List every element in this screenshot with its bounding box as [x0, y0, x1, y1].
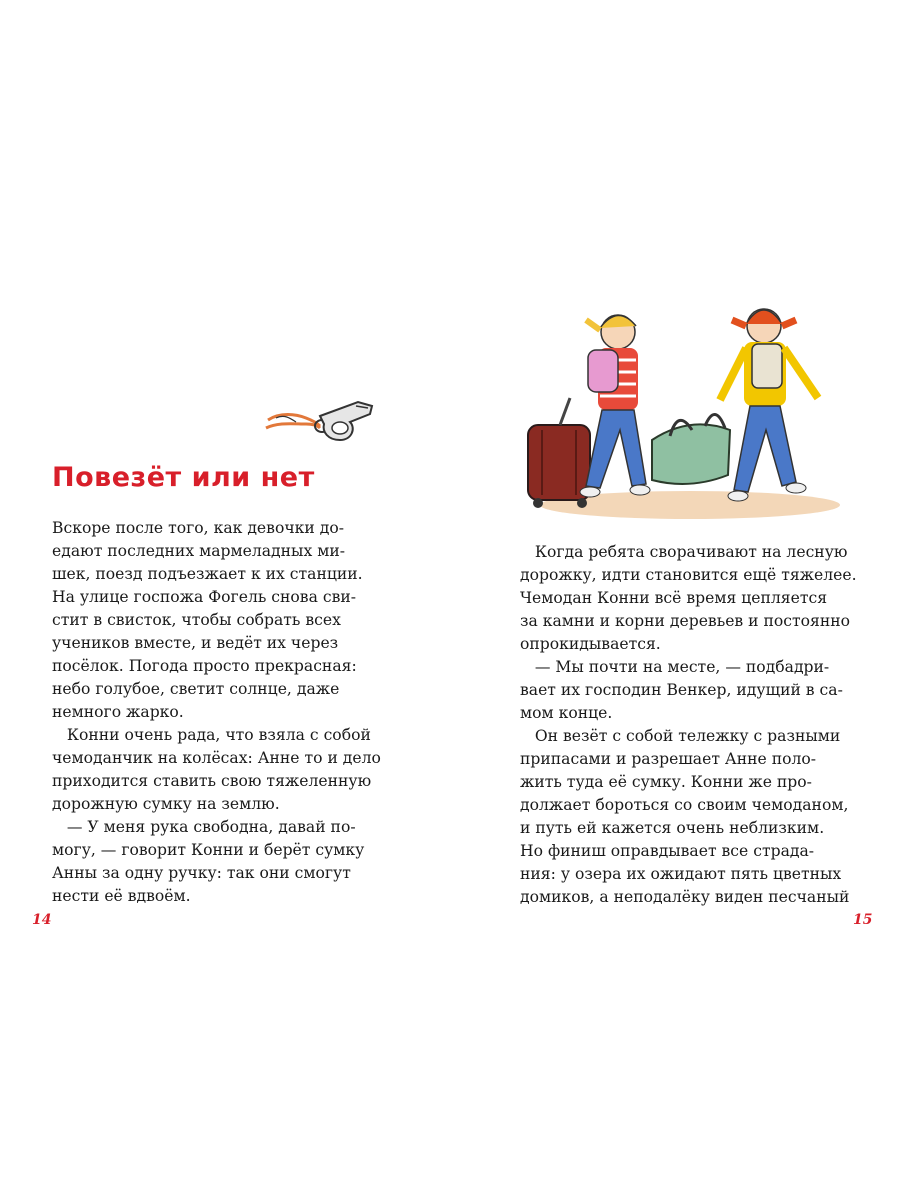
text-line: — Мы почти на месте, — подбадри-	[520, 658, 830, 676]
text-line: Когда ребята сворачивают на лесную	[520, 543, 848, 561]
text-line: дорожную сумку на землю.	[52, 795, 280, 813]
girl-blonde	[580, 315, 650, 497]
text-line: домиков, а неподалёку виден песчаный	[520, 888, 850, 906]
text-line: могу, — говорит Конни и берёт сумку	[52, 841, 365, 859]
text-line: опрокидывается.	[520, 635, 661, 653]
body-text-left	[52, 517, 381, 908]
text-line: приходится ставить свою тяжеленную	[52, 772, 372, 790]
whistle-icon	[260, 388, 375, 448]
chapter-title: Повезёт или нет	[52, 462, 315, 493]
text-line: — У меня рука свободна, давай по-	[52, 818, 356, 836]
text-line: нести её вдвоём.	[52, 887, 191, 905]
text-line: вает их господин Венкер, идущий в са-	[520, 681, 843, 699]
girls-with-luggage-illustration	[520, 290, 840, 525]
page-number-right: 15	[853, 912, 873, 928]
text-line: чемоданчик на колёсах: Анне то и дело	[52, 749, 381, 767]
text-line: и путь ей кажется очень неблизким.	[520, 819, 825, 837]
text-line: учеников вместе, и ведёт их через	[52, 634, 339, 652]
text-line: должает бороться со своим чемоданом,	[520, 796, 849, 814]
text-line: едают последних мармеладных ми-	[52, 542, 345, 560]
body-text-right	[520, 541, 857, 909]
text-line: стит в свисток, чтобы собрать всех	[52, 611, 341, 629]
text-line: Анны за одну ручку: так они смогут	[52, 864, 351, 882]
text-line: за камни и корни деревьев и постоянно	[520, 612, 851, 630]
text-line: дорожку, идти становится ещё тяжелее.	[520, 566, 857, 584]
page-number-left: 14	[32, 912, 52, 928]
text-line: мом конце.	[520, 704, 613, 722]
text-line: немного жарко.	[52, 703, 184, 721]
text-line: Он везёт с собой тележку с разными	[520, 727, 841, 745]
text-line: На улице госпожа Фогель снова сви-	[52, 588, 357, 606]
text-line: Вскоре после того, как девочки до-	[52, 519, 344, 537]
text-line: шек, поезд подъезжает к их станции.	[52, 565, 363, 583]
right-page	[450, 0, 900, 1200]
travel-bag-icon	[652, 414, 730, 484]
text-line: Но финиш оправдывает все страда-	[520, 842, 815, 860]
text-line: Конни очень рада, что взяла с собой	[52, 726, 371, 744]
girl-redhead	[720, 309, 818, 501]
text-line: припасами и разрешает Анне поло-	[520, 750, 817, 768]
text-line: ния: у озера их ожидают пять цветных	[520, 865, 842, 883]
text-line: Чемодан Конни всё время цепляется	[520, 589, 828, 607]
text-line: небо голубое, светит солнце, даже	[52, 680, 340, 698]
text-line: посёлок. Погода просто прекрасная:	[52, 657, 357, 675]
text-line: жить туда её сумку. Конни же про-	[520, 773, 812, 791]
